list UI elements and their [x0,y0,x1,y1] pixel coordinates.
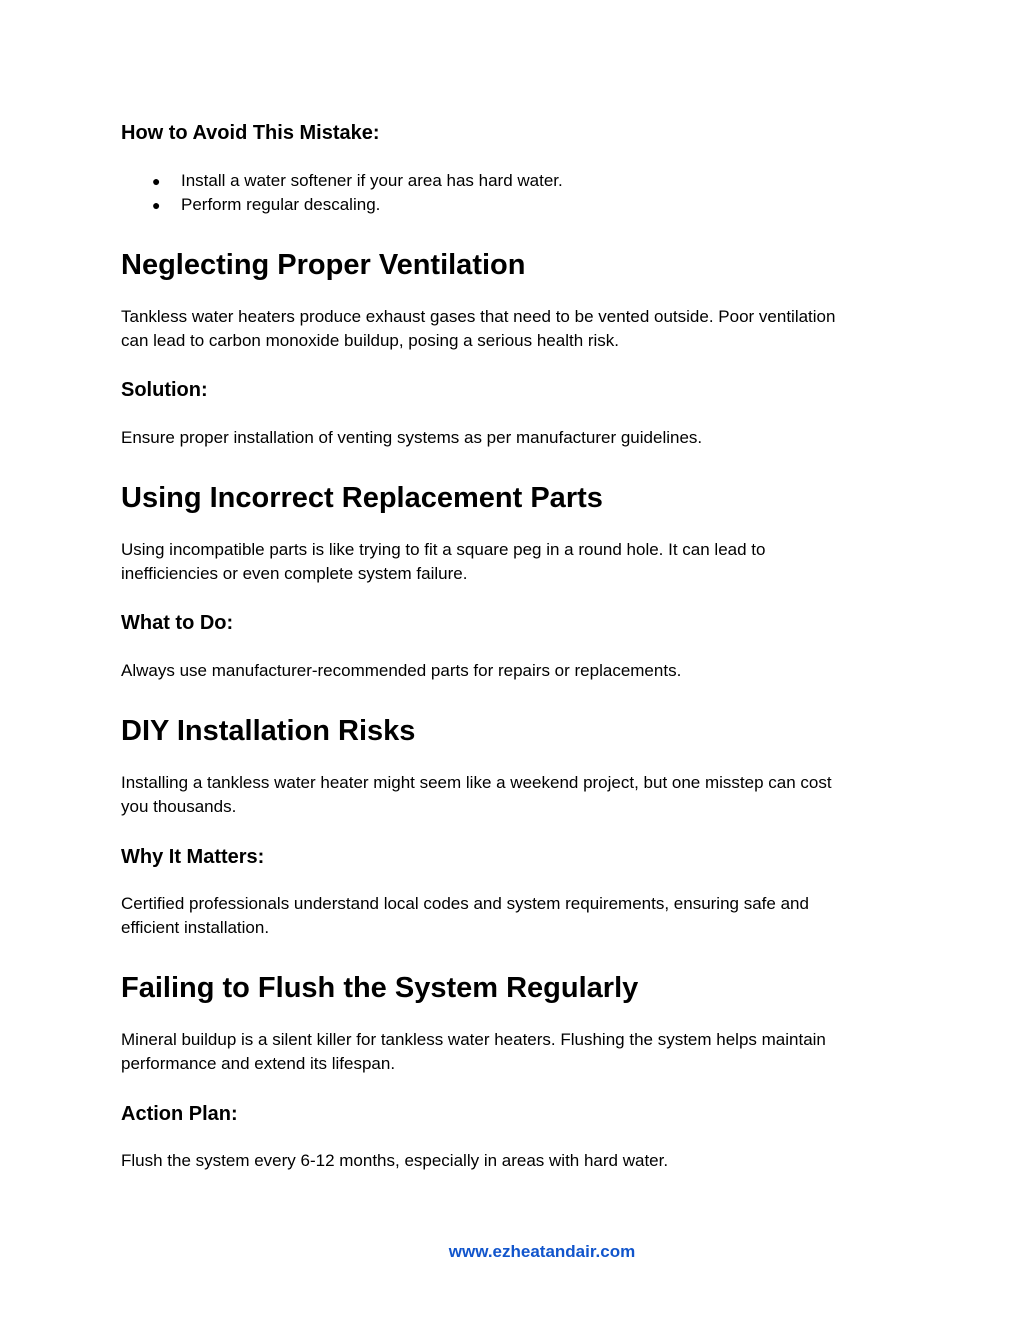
bullet-dot-icon: ● [152,197,161,213]
why-it-matters-heading: Why It Matters: [121,846,265,868]
list-item-text: Install a water softener if your area has hard water. [181,171,563,190]
flush-system-paragraph-line: Mineral buildup is a silent killer for tankless water heaters. Flushing the system helps maintain [121,1030,826,1049]
why-it-matters-paragraph-line: efficient installation. [121,918,270,937]
avoid-mistake-list [121,169,563,217]
what-to-do-heading: What to Do: [121,612,234,634]
list-item-text: Perform regular descaling. [181,195,381,214]
diy-risks-paragraph-line: you thousands. [121,797,237,816]
why-it-matters-paragraph-line: Certified professionals understand local codes and system requirements, ensuring safe and [121,894,809,913]
list-item [121,193,563,217]
diy-risks-paragraph-line: Installing a tankless water heater might seem like a weekend project, but one misstep can cost [121,773,832,792]
avoid-mistake-heading: How to Avoid This Mistake: [121,122,380,144]
flush-system-paragraph-line: performance and extend its lifespan. [121,1054,396,1073]
ventilation-paragraph-line: can lead to carbon monoxide buildup, posing a serious health risk. [121,331,620,350]
solution-paragraph: Ensure proper installation of venting systems as per manufacturer guidelines. [121,428,703,447]
ventilation-heading: Neglecting Proper Ventilation [121,249,526,281]
ventilation-paragraph-line: Tankless water heaters produce exhaust gases that need to be vented outside. Poor ventilation [121,307,836,326]
list-item [121,169,563,193]
what-to-do-paragraph: Always use manufacturer-recommended parts for repairs or replacements. [121,661,682,680]
footer-website-link[interactable]: www.ezheatandair.com [448,1242,636,1261]
replacement-parts-paragraph-line: Using incompatible parts is like trying to fit a square peg in a round hole. It can lead to [121,540,766,559]
solution-heading: Solution: [121,379,208,401]
replacement-parts-heading: Using Incorrect Replacement Parts [121,482,603,514]
action-plan-paragraph: Flush the system every 6-12 months, especially in areas with hard water. [121,1151,669,1170]
flush-system-heading: Failing to Flush the System Regularly [121,972,639,1004]
action-plan-heading: Action Plan: [121,1103,238,1125]
bullet-dot-icon: ● [152,173,161,189]
replacement-parts-paragraph-line: inefficiencies or even complete system failure. [121,564,468,583]
diy-risks-heading: DIY Installation Risks [121,715,416,747]
